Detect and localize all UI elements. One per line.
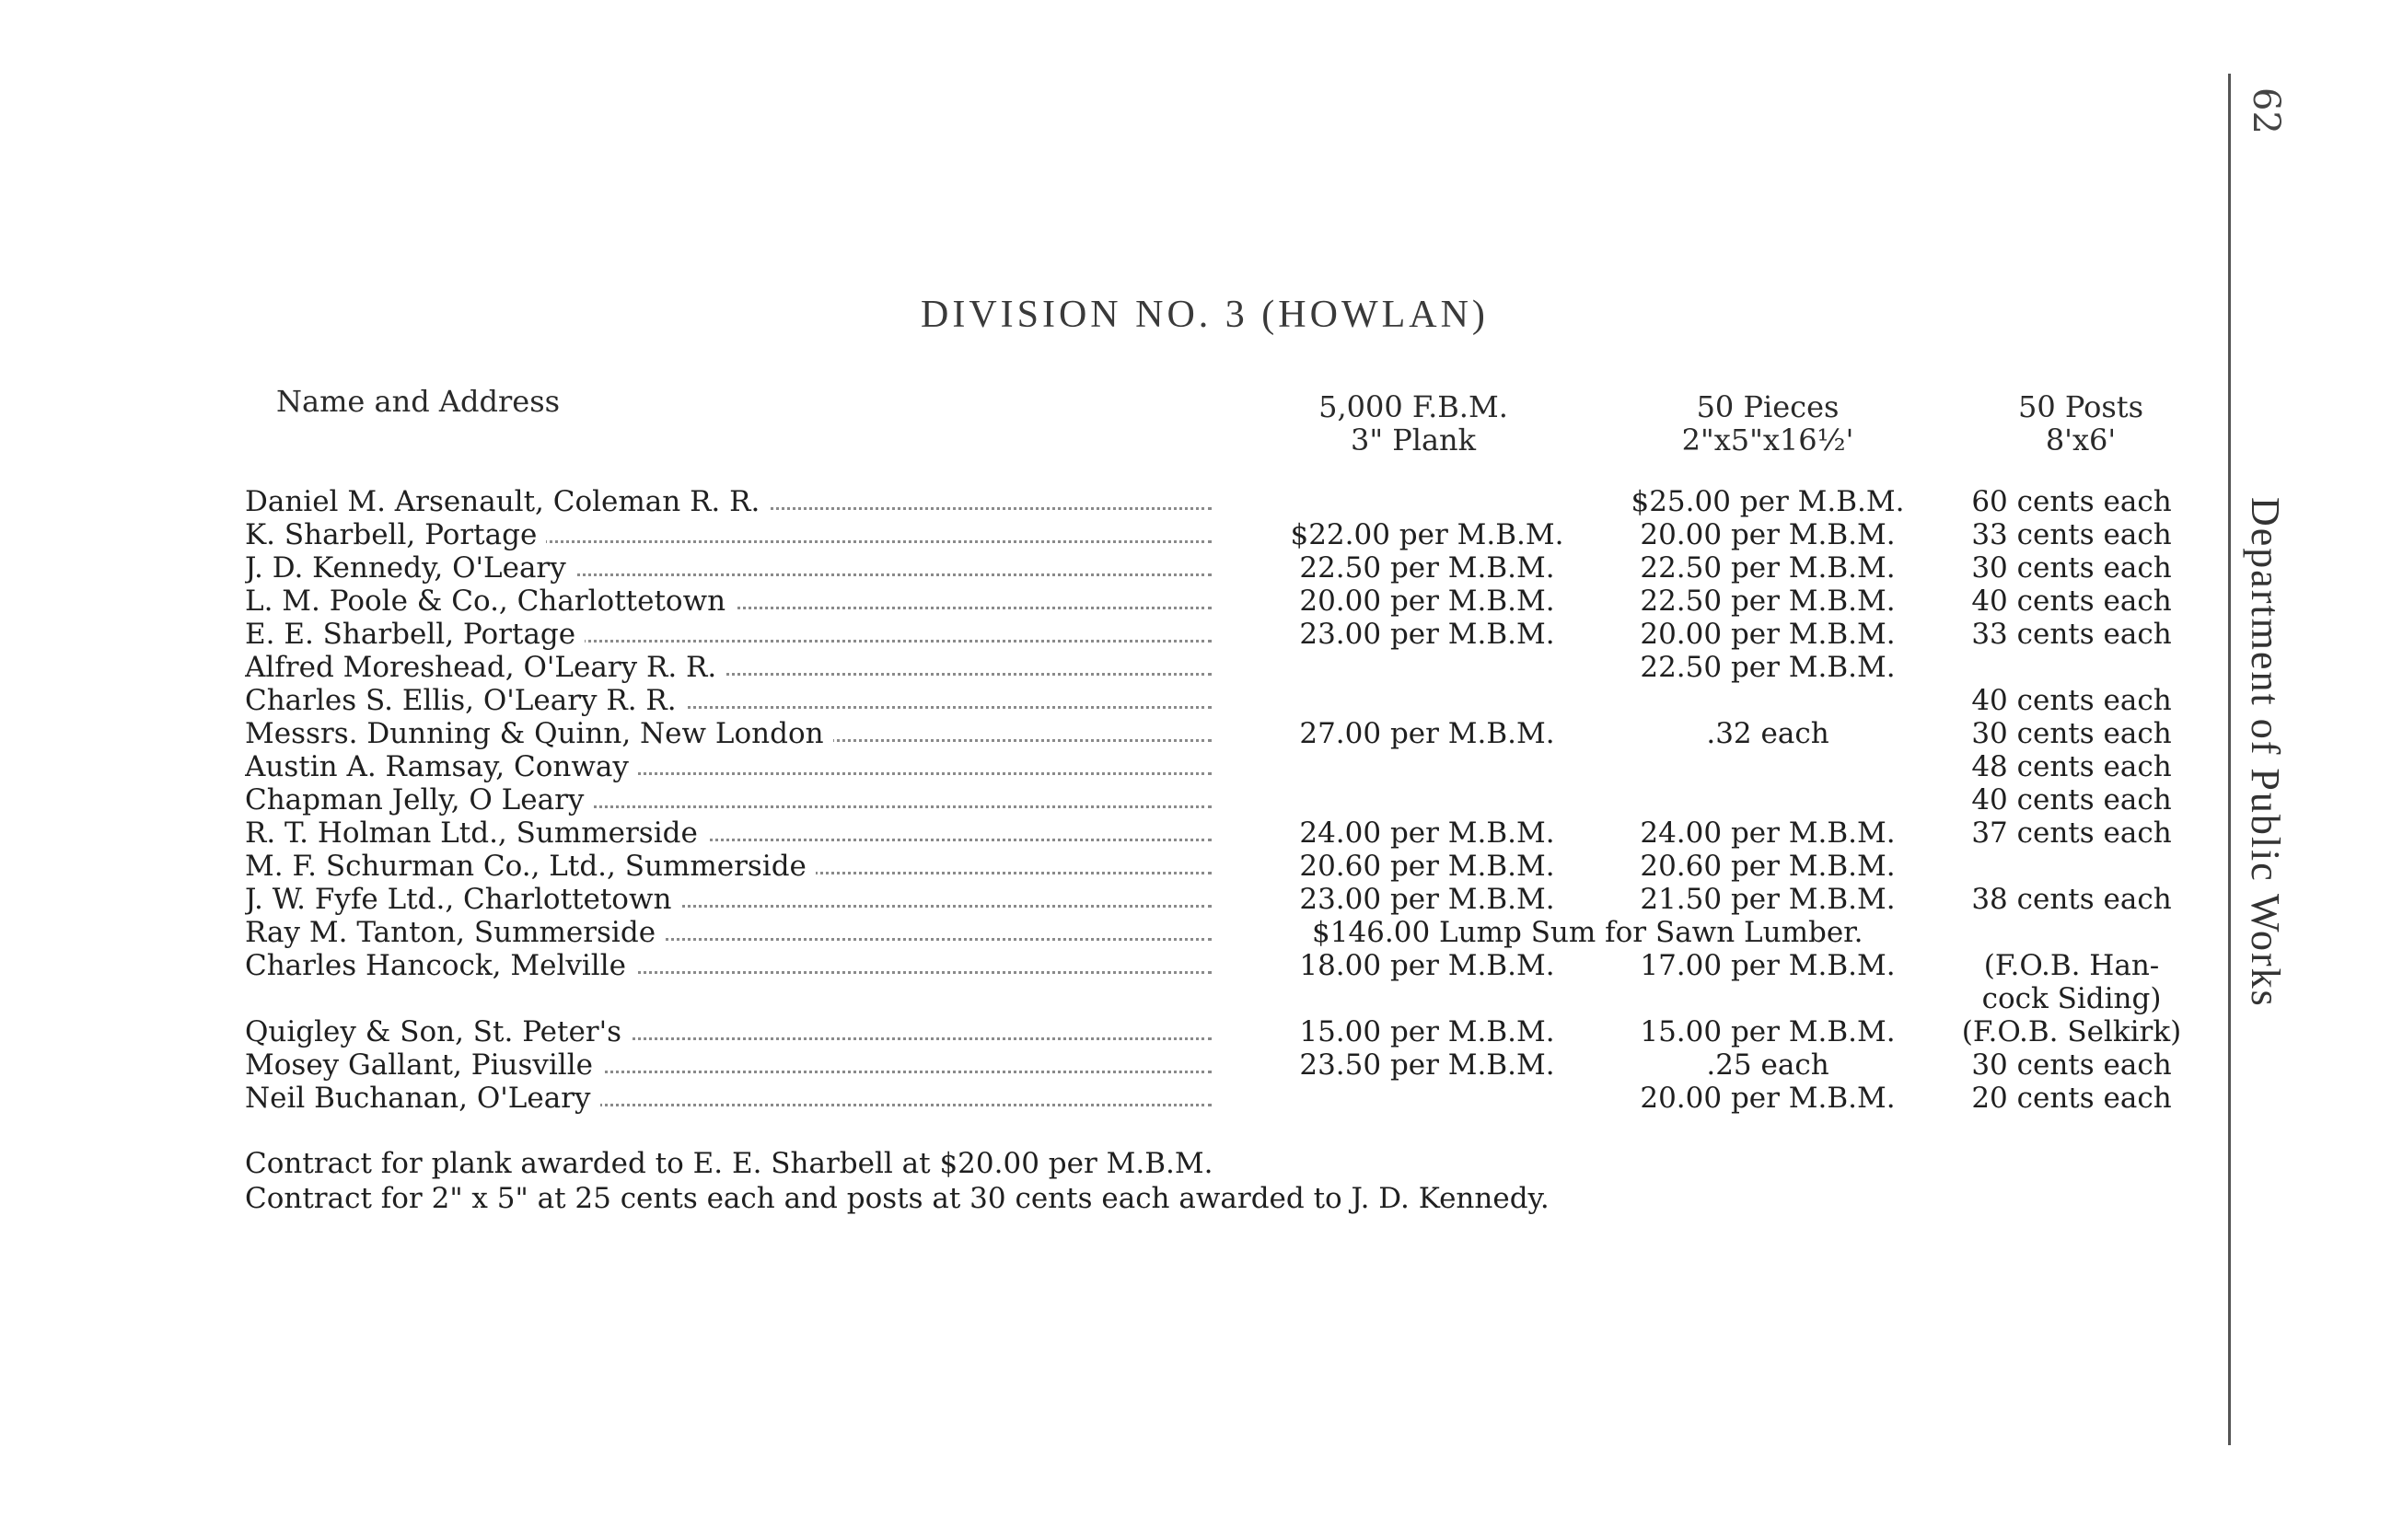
note-posts-contract: Contract for 2" x 5" at 25 cents each and posts at 30 cents each awarded to J. D. Kennedy.: [245, 1182, 1550, 1215]
header-posts-line1: 50 Posts: [2017, 389, 2144, 424]
header-plank: [1284, 390, 1542, 457]
row-posts-price: (F.O.B. Han-: [1983, 949, 2160, 982]
table-row: [0, 618, 2403, 651]
row-plank-price: 20.00 per M.B.M.: [1299, 585, 1555, 618]
row-name-address: [245, 949, 1212, 982]
table-row: [0, 982, 2403, 1015]
row-posts-price: 48 cents each: [1971, 750, 2172, 783]
row-pieces-price: 22.50 per M.B.M.: [1640, 651, 1896, 684]
row-name-address: [245, 717, 1212, 750]
row-posts-price: 40 cents each: [1971, 783, 2172, 816]
margin-rule: [2228, 74, 2231, 1445]
table-row: [0, 585, 2403, 618]
row-name-text: Alfred Moreshead, O'Leary R. R.: [245, 651, 726, 684]
row-pieces-price: 20.60 per M.B.M.: [1640, 850, 1896, 883]
header-pieces-line1: 50 Pieces: [1696, 389, 1840, 424]
contract-notes: [245, 1146, 1550, 1216]
row-name-address: [245, 1082, 1212, 1115]
row-name-text: Austin A. Ramsay, Conway: [245, 750, 638, 783]
row-pieces-price: 20.00 per M.B.M.: [1640, 1082, 1896, 1115]
table-row: [0, 783, 2403, 816]
running-head: Department of Public Works: [2243, 497, 2288, 1008]
table-row: [0, 816, 2403, 850]
table-row: [0, 949, 2403, 982]
row-name-address: [245, 518, 1212, 551]
row-pieces-price: .25 each: [1706, 1048, 1829, 1082]
row-name-text: Charles Hancock, Melville: [245, 949, 635, 982]
header-plank-line2: 3" Plank: [1350, 423, 1477, 457]
table-row: [0, 518, 2403, 551]
row-posts-price: 33 cents each: [1971, 618, 2172, 651]
row-plank-price: 23.50 per M.B.M.: [1299, 1048, 1555, 1082]
table-row: [0, 750, 2403, 783]
header-plank-line1: 5,000 F.B.M.: [1318, 389, 1508, 424]
row-name-text: E. E. Sharbell, Portage: [245, 618, 585, 651]
row-name-address: [245, 618, 1212, 651]
table-row: [0, 883, 2403, 916]
table-row: [0, 1082, 2403, 1115]
row-posts-price: 60 cents each: [1971, 485, 2172, 518]
row-posts-price: 20 cents each: [1971, 1082, 2172, 1115]
row-pieces-price: 15.00 per M.B.M.: [1640, 1015, 1896, 1048]
table-row: [0, 1015, 2403, 1048]
row-pieces-price: 17.00 per M.B.M.: [1640, 949, 1896, 982]
row-name-text: J. D. Kennedy, O'Leary: [245, 551, 575, 585]
row-name-address: [245, 651, 1212, 684]
row-plank-price: 23.00 per M.B.M.: [1299, 883, 1555, 916]
division-title: DIVISION NO. 3 (HOWLAN): [921, 294, 1489, 336]
row-name-text: Charles S. Ellis, O'Leary R. R.: [245, 684, 686, 717]
row-pieces-price: .32 each: [1706, 717, 1829, 750]
row-name-address: [245, 485, 1212, 518]
row-name-text: R. T. Holman Ltd., Summerside: [245, 816, 707, 850]
table-row: [0, 916, 2403, 949]
row-name-address: [245, 883, 1212, 916]
row-posts-price: 30 cents each: [1971, 1048, 2172, 1082]
row-posts-price: 33 cents each: [1971, 518, 2172, 551]
row-plank-price: 18.00 per M.B.M.: [1299, 949, 1555, 982]
row-plank-price: 24.00 per M.B.M.: [1299, 816, 1555, 850]
row-pieces-price: 20.00 per M.B.M.: [1640, 618, 1896, 651]
row-posts-price: 30 cents each: [1971, 551, 2172, 585]
row-name-text: M. F. Schurman Co., Ltd., Summerside: [245, 850, 816, 883]
row-plank-price: 20.60 per M.B.M.: [1299, 850, 1555, 883]
row-posts-price: 37 cents each: [1971, 816, 2172, 850]
row-name-address: [245, 684, 1212, 717]
row-name-address: [245, 551, 1212, 585]
table-row: [0, 1048, 2403, 1082]
row-lump-sum: $146.00 Lump Sum for Sawn Lumber.: [1312, 916, 1863, 949]
row-name-text: Ray M. Tanton, Summerside: [245, 916, 665, 949]
row-pieces-price: 22.50 per M.B.M.: [1640, 551, 1896, 585]
table-row: [0, 684, 2403, 717]
row-pieces-price: 24.00 per M.B.M.: [1640, 816, 1896, 850]
table-row: [0, 717, 2403, 750]
row-name-text: Messrs. Dunning & Quinn, New London: [245, 717, 833, 750]
row-name-text: Chapman Jelly, O Leary: [245, 783, 593, 816]
row-pieces-price: 21.50 per M.B.M.: [1640, 883, 1896, 916]
row-name-address: [245, 916, 1212, 949]
row-name-text: K. Sharbell, Portage: [245, 518, 546, 551]
row-posts-price: (F.O.B. Selkirk): [1961, 1015, 2182, 1048]
row-posts-price: 40 cents each: [1971, 684, 2172, 717]
row-pieces-price: 22.50 per M.B.M.: [1640, 585, 1896, 618]
row-name-address: [245, 1015, 1212, 1048]
header-name-address: Name and Address: [276, 384, 561, 419]
note-plank-contract: Contract for plank awarded to E. E. Sharbell at $20.00 per M.B.M.: [245, 1147, 1213, 1180]
row-name-address: [245, 585, 1212, 618]
row-name-address: [245, 850, 1212, 883]
header-posts: [1952, 390, 2210, 457]
row-name-address: [245, 750, 1212, 783]
row-plank-price: 23.00 per M.B.M.: [1299, 618, 1555, 651]
row-plank-price: $22.00 per M.B.M.: [1290, 518, 1564, 551]
row-plank-price: 27.00 per M.B.M.: [1299, 717, 1555, 750]
row-posts-price: 30 cents each: [1971, 717, 2172, 750]
row-name-address: [245, 816, 1212, 850]
row-posts-price: cock Siding): [1981, 982, 2162, 1015]
row-posts-price: 38 cents each: [1971, 883, 2172, 916]
table-row: [0, 850, 2403, 883]
row-plank-price: 15.00 per M.B.M.: [1299, 1015, 1555, 1048]
tender-table: [0, 485, 2403, 1115]
row-name-text: Mosey Gallant, Piusville: [245, 1048, 602, 1082]
row-name-address: [245, 1048, 1212, 1082]
header-posts-line2: 8'x6': [2045, 423, 2117, 457]
row-pieces-price: 20.00 per M.B.M.: [1640, 518, 1896, 551]
row-posts-price: 40 cents each: [1971, 585, 2172, 618]
page-number: 62: [2245, 87, 2287, 134]
row-name-text: Daniel M. Arsenault, Coleman R. R.: [245, 485, 769, 518]
table-row: [0, 485, 2403, 518]
row-name-text: L. M. Poole & Co., Charlottetown: [245, 585, 735, 618]
table-row: [0, 651, 2403, 684]
row-pieces-price: $25.00 per M.B.M.: [1631, 485, 1905, 518]
header-pieces-line2: 2"x5"x16½': [1681, 423, 1854, 457]
row-name-text: Neil Buchanan, O'Leary: [245, 1082, 600, 1115]
row-name-text: Quigley & Son, St. Peter's: [245, 1015, 631, 1048]
row-plank-price: 22.50 per M.B.M.: [1299, 551, 1555, 585]
row-name-address: [245, 783, 1212, 816]
table-row: [0, 551, 2403, 585]
row-name-text: J. W. Fyfe Ltd., Charlottetown: [245, 883, 680, 916]
header-pieces: [1639, 390, 1897, 457]
